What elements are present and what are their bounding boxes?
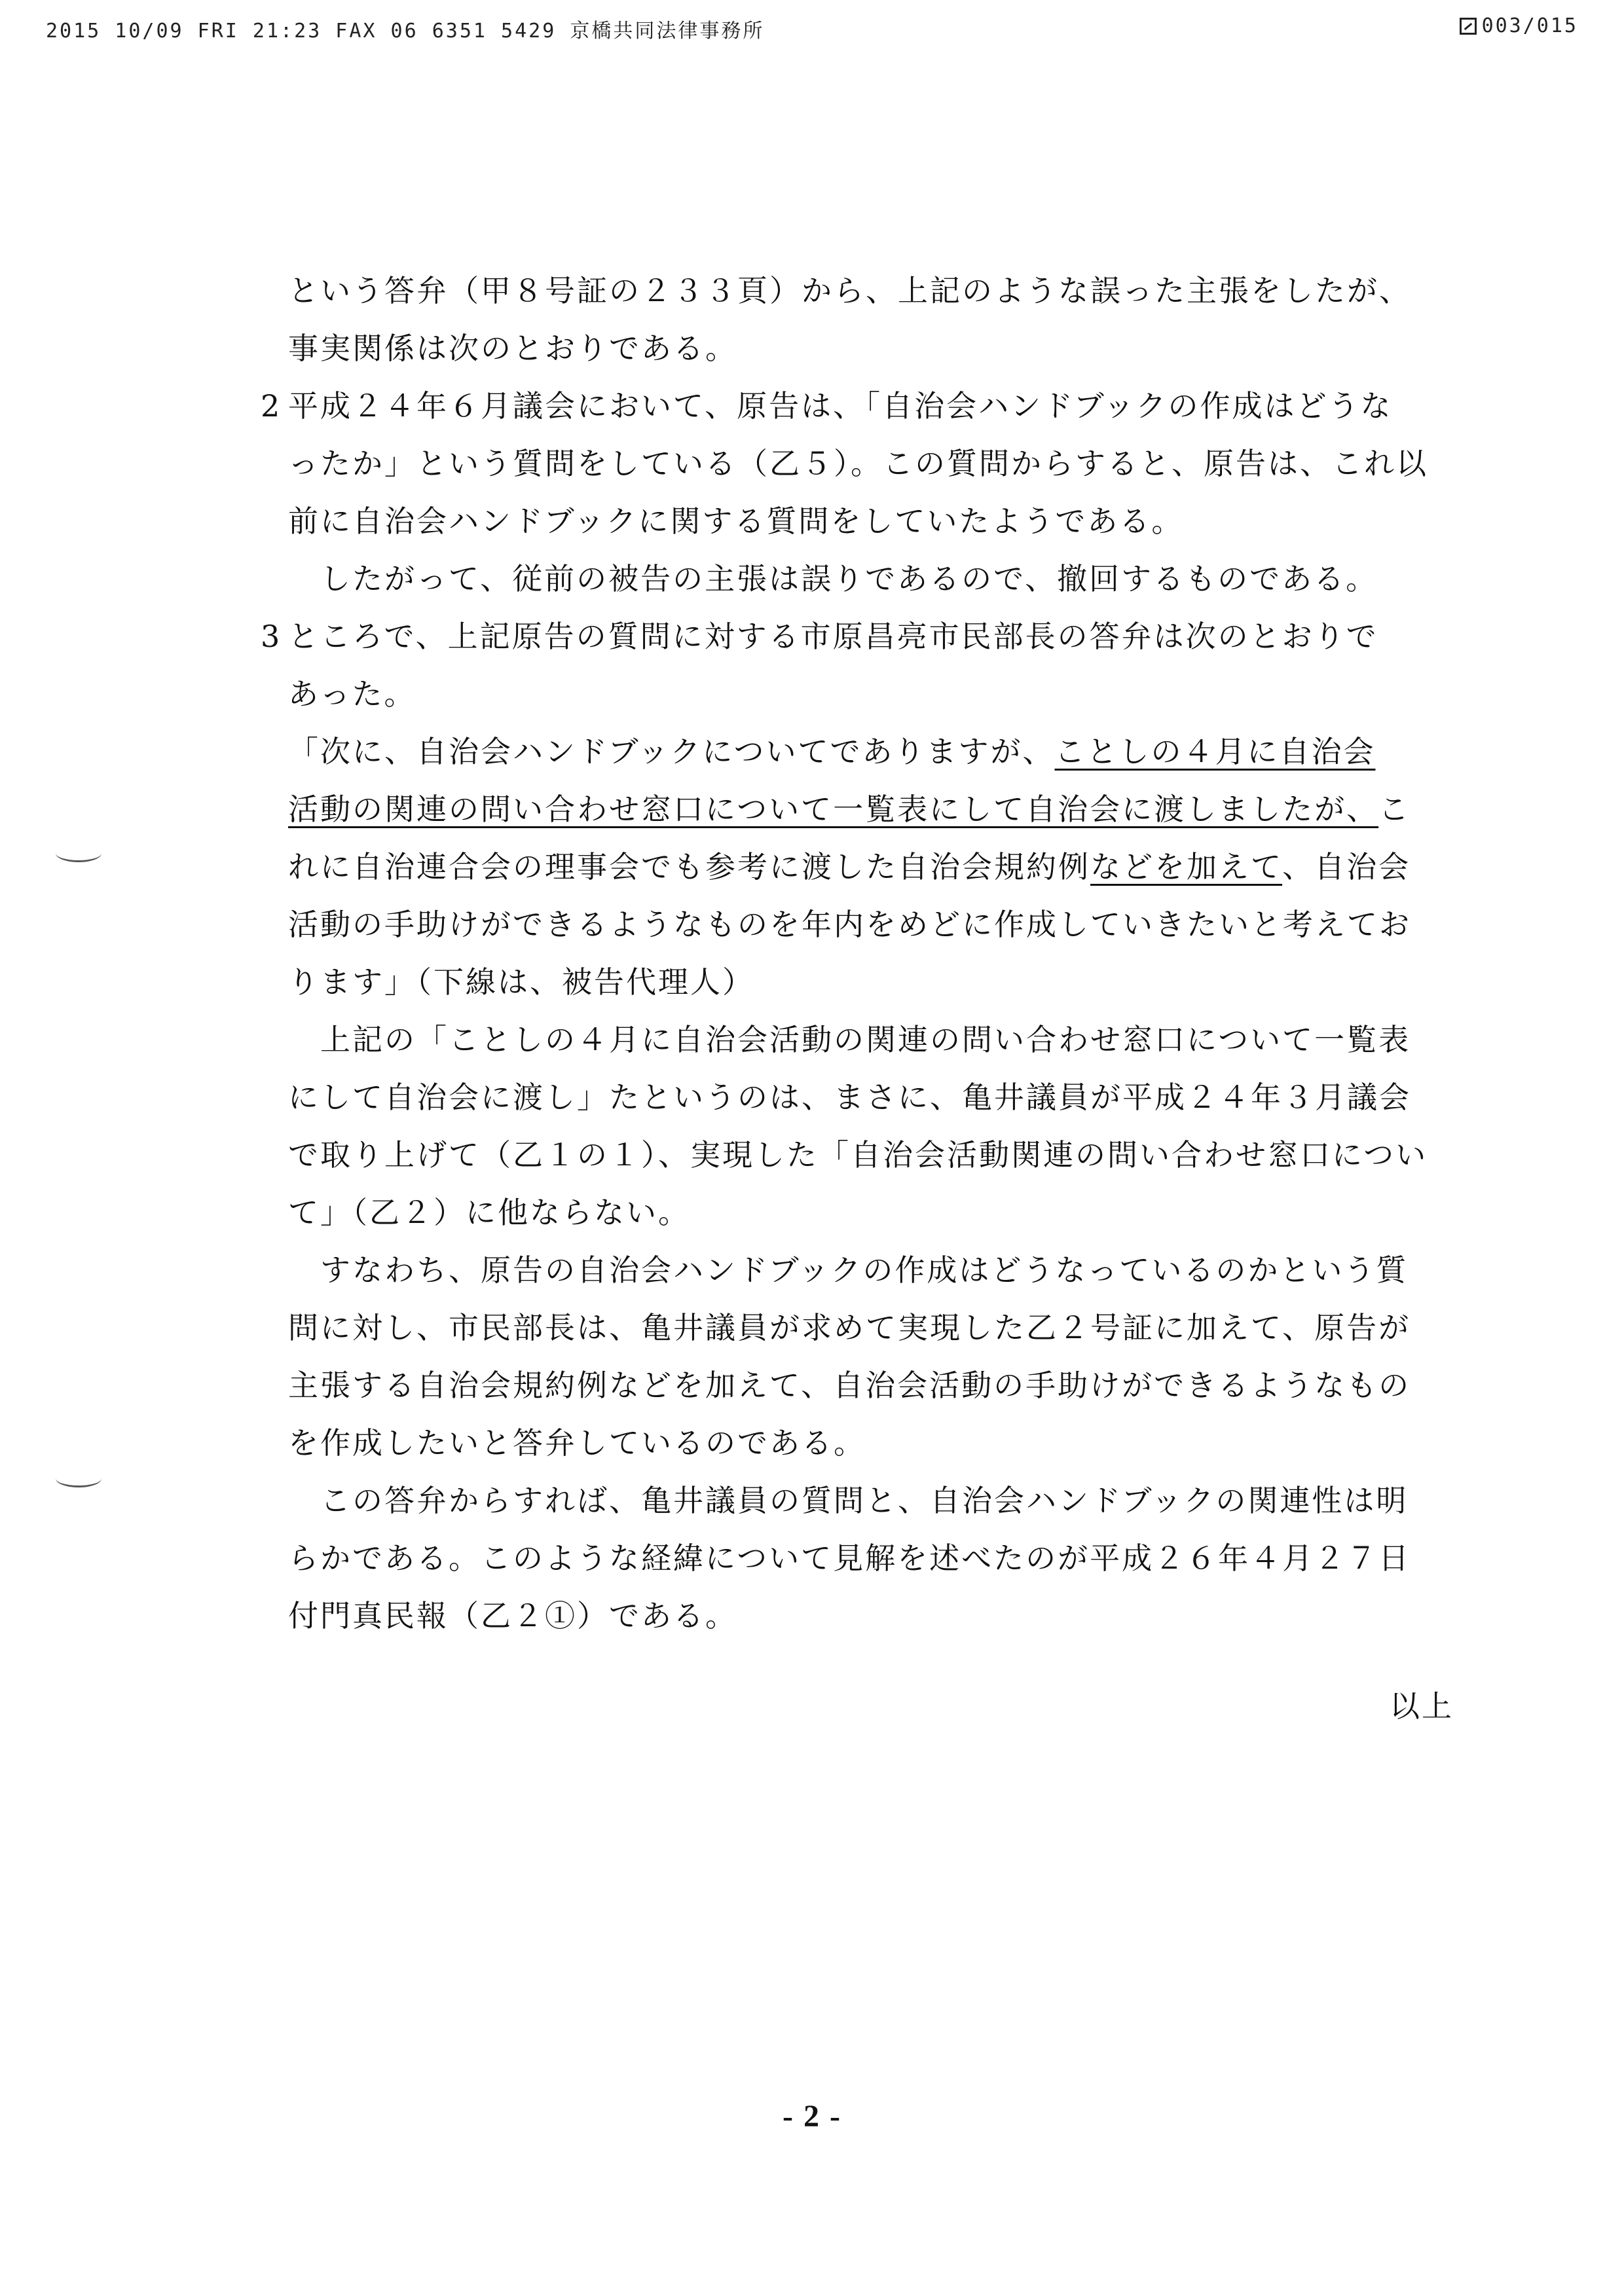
text-line: を作成したいと答弁しているのである。 xyxy=(288,1425,866,1461)
closing-mark: 以上 xyxy=(1390,1688,1454,1724)
text-line: て」（乙２）に他ならない。 xyxy=(288,1195,690,1230)
text-line: 前に自治会ハンドブックに関する質問をしていたようである。 xyxy=(288,503,1184,539)
text-line: ったか」という質問をしている（乙５）。この質問からすると、原告は、これ以 xyxy=(288,446,1428,481)
section-2-line: 2 平成２４年６月議会において、原告は、「自治会ハンドブックの作成はどうな xyxy=(288,377,1454,435)
fax-transmission-info: 2015 10/09 FRI 21:23 FAX 06 6351 5429 京橋共同法律事務所 xyxy=(46,20,765,43)
quote-line: ります」（下線は、被告代理人） xyxy=(288,964,754,1000)
fax-page-count xyxy=(1460,14,1578,37)
document-body xyxy=(261,262,1454,1645)
fax-page-count-text: 003/015 xyxy=(1481,14,1578,37)
underlined-text: などを加えて xyxy=(1090,849,1283,884)
fax-header xyxy=(46,9,1578,42)
page-number: - 2 - xyxy=(783,2099,841,2134)
text-line: あった。 xyxy=(288,676,416,712)
quote-line: れに自治連合会の理事会でも参考に渡した自治会規約例などを加えて、自治会 xyxy=(288,849,1411,884)
text-line: この答弁からすれば、亀井議員の質問と、自治会ハンドブックの関連性は明 xyxy=(288,1483,1409,1518)
punch-hole-mark xyxy=(56,845,101,862)
text-line: らかである。このような経緯について見解を述べたのが平成２６年４月２７日 xyxy=(288,1540,1411,1576)
text-line: という答弁（甲８号証の２３３頁）から、上記のような誤った主張をしたが、 xyxy=(288,273,1411,308)
text-line: 主張する自治会規約例などを加えて、自治会活動の手助けができるようなもの xyxy=(288,1368,1411,1403)
section-number: 3 xyxy=(261,619,282,654)
text-line: で取り上げて（乙１の１）、実現した「自治会活動関連の問い合わせ窓口につい xyxy=(288,1137,1428,1173)
text-line: にして自治会に渡し」たというのは、まさに、亀井議員が平成２４年３月議会 xyxy=(288,1080,1411,1115)
text-line: すなわち、原告の自治会ハンドブックの作成はどうなっているのかという質 xyxy=(288,1252,1409,1288)
section-3-line: 3 ところで、上記原告の質問に対する市原昌亮市民部長の答弁は次のとおりで xyxy=(288,608,1454,665)
text-line: 付門真民報（乙２①）である。 xyxy=(288,1598,737,1633)
quote-line: 活動の手助けができるようなものを年内をめどに作成していきたいと考えてお xyxy=(288,907,1411,942)
text-line: したがって、従前の被告の主張は誤りであるので、撤回するものである。 xyxy=(288,561,1378,596)
fax-icon xyxy=(1460,18,1477,35)
text-line: 問に対し、市民部長は、亀井議員が求めて実現した乙２号証に加えて、原告が xyxy=(288,1310,1411,1345)
text-line: 事実関係は次のとおりである。 xyxy=(288,331,737,366)
section-number: 2 xyxy=(261,388,282,424)
punch-hole-mark xyxy=(56,1470,101,1487)
quote-line: 活動の関連の問い合わせ窓口について一覧表にして自治会に渡しましたが、こ xyxy=(288,792,1411,827)
text-line: 上記の「ことしの４月に自治会活動の関連の問い合わせ窓口について一覧表 xyxy=(288,1022,1411,1057)
underlined-text: 活動の関連の問い合わせ窓口について一覧表にして自治会に渡しましたが、 xyxy=(288,792,1379,827)
quote-line: 「次に、自治会ハンドブックについてでありますが、ことしの４月に自治会 xyxy=(288,734,1376,769)
underlined-text: ことしの４月に自治会 xyxy=(1054,734,1376,769)
